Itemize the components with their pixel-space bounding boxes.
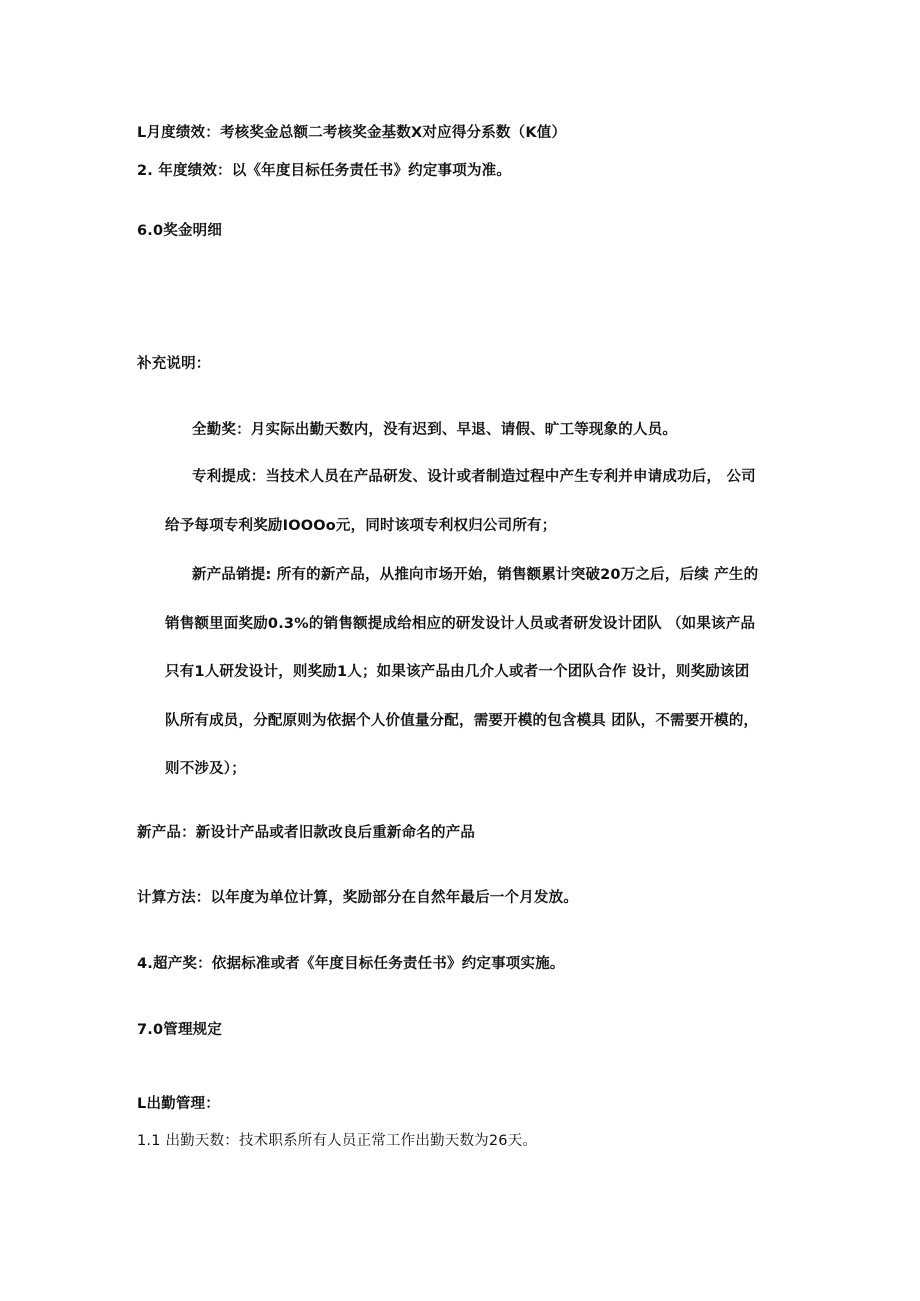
- calculation-method: 计算方法：以年度为单位计算，奖励部分在自然年最后一个月发放。: [137, 890, 578, 906]
- new-product-commission-line-4: 队所有成员，分配原则为依据个人价值量分配，需要开模的包含模具 团队，不需要开模的，: [165, 713, 759, 729]
- supplement-heading: 补充说明：: [137, 356, 211, 372]
- annual-performance-line: 2. 年度绩效：以《年度目标任务责任书》约定事项为准。: [137, 163, 512, 179]
- attendance-days-rule: 1.1 出勤天数：技术职系所有人员正常工作出勤天数为26天。: [137, 1133, 538, 1149]
- management-rules-heading: 7.0管理规定: [137, 1022, 223, 1038]
- patent-commission-line-1: 专利提成：当技术人员在产品研发、设计或者制造过程中产生专利并申请成功后， 公司: [192, 469, 756, 485]
- bonus-details-heading: 6.0奖金明细: [137, 223, 223, 239]
- patent-commission-line-2: 给予每项专利奖励IOOOo元，同时该项专利权归公司所有；: [165, 518, 557, 534]
- new-product-commission-line-1: 新产品销提: 所有的新产品，从推向市场开始，销售额累计突破20万之后，后续 产生的: [192, 567, 759, 583]
- monthly-performance-line: L月度绩效：考核奖金总额二考核奖金基数X对应得分系数（K值）: [137, 125, 567, 141]
- overproduction-award: 4.超产奖：依据标准或者《年度目标任务责任书》约定事项实施。: [137, 956, 565, 972]
- attendance-award-paragraph: 全勤奖：月实际出勤天数内，没有迟到、早退、请假、旷工等现象的人员。: [192, 422, 678, 438]
- new-product-commission-line-3: 只有1人研发设计，则奖励1人；如果该产品由几介人或者一个团队合作 设计，则奖励该团: [165, 664, 750, 680]
- new-product-definition: 新产品：新设计产品或者旧款改良后重新命名的产品: [137, 825, 476, 841]
- attendance-management-heading: L出勤管理：: [137, 1096, 220, 1112]
- new-product-commission-line-2: 销售额里面奖励0.3%的销售额提成给相应的研发设计人员或者研发设计团队 （如果该产品: [165, 616, 756, 632]
- new-product-commission-line-5: 则不涉及）；: [165, 761, 246, 777]
